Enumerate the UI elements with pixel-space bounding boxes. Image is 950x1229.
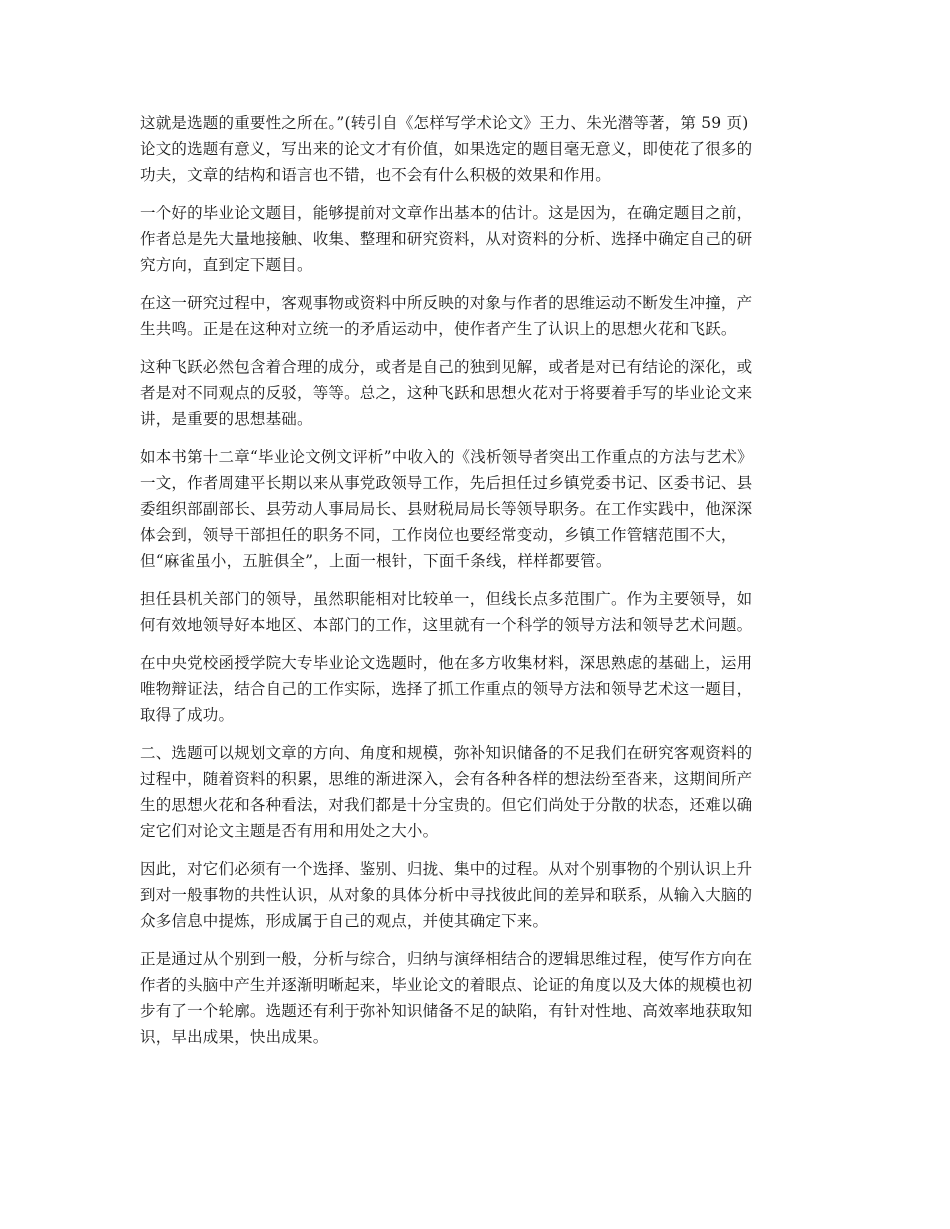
text-line: 识，早出成果，快出成果。	[140, 1028, 329, 1046]
paragraph-3	[140, 290, 810, 342]
text-line: 定它们对论文主题是否有用和用处之大小。	[140, 822, 439, 840]
text-line: 正是通过从个别到一般，分析与综合，归纳与演绎相结合的逻辑思维过程，使写作方向在	[140, 950, 753, 968]
paragraph-7	[140, 650, 810, 728]
text-line: 取得了成功。	[140, 706, 235, 724]
text-line: 二、选题可以规划文章的方向、角度和规模，弥补知识储备的不足我们在研究客观资料的	[140, 744, 753, 762]
paragraph-8	[140, 740, 810, 844]
text-line: 过程中，随着资料的积累，思维的渐进深入，会有各种各样的想法纷至沓来，这期间所产	[140, 770, 753, 788]
paragraph-5	[140, 444, 810, 574]
text-line: 论文的选题有意义，写出来的论文才有价值，如果选定的题目毫无意义，即使花了很多的	[140, 140, 753, 158]
text-line: 在这一研究过程中，客观事物或资料中所反映的对象与作者的思维运动不断发生冲撞，产	[140, 294, 753, 312]
text-line: 作者总是先大量地接触、收集、整理和研究资料，从对资料的分析、选择中确定自己的研	[140, 230, 753, 248]
text-line: 作者的头脑中产生并逐渐明晰起来，毕业论文的着眼点、论证的角度以及大体的规模也初	[140, 976, 753, 994]
text-line: 体会到，领导干部担任的职务不同，工作岗位也要经常变动，乡镇工作管辖范围不大，	[140, 526, 737, 544]
text-line: 在中央党校函授学院大专毕业论文选题时，他在多方收集材料，深思熟虑的基础上，运用	[140, 654, 753, 672]
text-line: 生共鸣。正是在这种对立统一的矛盾运动中，使作者产生了认识上的思想火花和飞跃。	[140, 320, 737, 338]
text-line: 这种飞跃必然包含着合理的成分，或者是自己的独到见解，或者是对已有结论的深化，或	[140, 358, 753, 376]
text-line: 步有了一个轮廓。选题还有利于弥补知识储备不足的缺陷，有针对性地、高效率地获取知	[140, 1002, 753, 1020]
document-page	[140, 110, 810, 1062]
text-line: 因此，对它们必须有一个选择、鉴别、归拢、集中的过程。从对个别事物的个别认识上升	[140, 860, 753, 878]
text-line: 一个好的毕业论文题目，能够提前对文章作出基本的估计。这是因为，在确定题目之前，	[140, 204, 753, 222]
text-line: 唯物辩证法，结合自己的工作实际，选择了抓工作重点的领导方法和领导艺术这一题目，	[140, 680, 753, 698]
text-line: 到对一般事物的共性认识，从对象的具体分析中寻找彼此间的差异和联系，从输入大脑的	[140, 886, 753, 904]
paragraph-1	[140, 110, 810, 188]
text-line: 众多信息中提炼，形成属于自己的观点，并使其确定下来。	[140, 912, 549, 930]
text-line: 担任县机关部门的领导，虽然职能相对比较单一，但线长点多范围广。作为主要领导，如	[140, 590, 753, 608]
text-line: 功夫，文章的结构和语言也不错，也不会有什么积极的效果和作用。	[140, 166, 612, 184]
paragraph-9	[140, 856, 810, 934]
text-line: 这就是选题的重要性之所在。”(转引自《怎样写学术论文》王力、朱光潜等著，第 59 页)	[140, 114, 749, 132]
paragraph-6	[140, 586, 810, 638]
paragraph-2	[140, 200, 810, 278]
text-line: 讲，是重要的思想基础。	[140, 410, 313, 428]
paragraph-4	[140, 354, 810, 432]
text-line: 何有效地领导好本地区、本部门的工作，这里就有一个科学的领导方法和领导艺术问题。	[140, 616, 753, 634]
text-line: 委组织部副部长、县劳动人事局局长、县财税局局长等领导职务。在工作实践中，他深深	[140, 500, 753, 518]
text-line: 如本书第十二章“毕业论文例文评析”中收入的《浅析领导者突出工作重点的方法与艺术》	[140, 448, 753, 466]
text-line: 一文，作者周建平长期以来从事党政领导工作，先后担任过乡镇党委书记、区委书记、县	[140, 474, 753, 492]
text-line: 究方向，直到定下题目。	[140, 256, 313, 274]
text-line: 者是对不同观点的反驳，等等。总之，这种飞跃和思想火花对于将要着手写的毕业论文来	[140, 384, 753, 402]
text-line: 生的思想火花和各种看法，对我们都是十分宝贵的。但它们尚处于分散的状态，还难以确	[140, 796, 753, 814]
text-line: 但“麻雀虽小，五脏俱全”，上面一根针，下面千条线，样样都要管。	[140, 552, 612, 570]
paragraph-10	[140, 946, 810, 1050]
